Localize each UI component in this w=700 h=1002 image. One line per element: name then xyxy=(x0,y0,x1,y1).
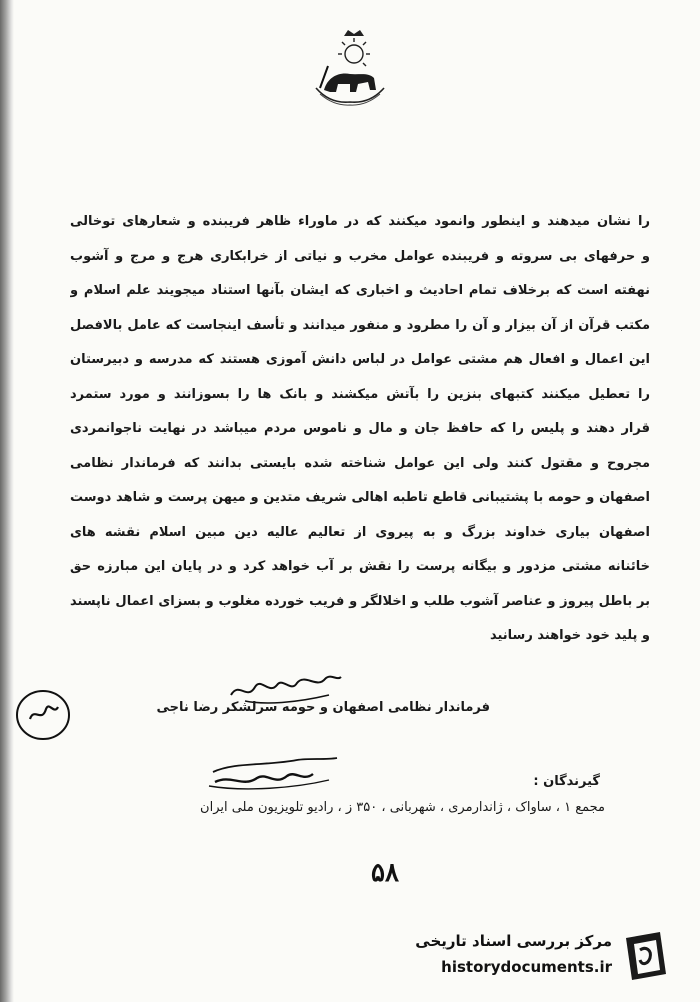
signer-title: فرماندار نظامی اصفهان و حومه سرلشکر رضا ناجی xyxy=(156,700,490,715)
recipients-label: گیرندگان : xyxy=(533,774,600,789)
letter-body xyxy=(70,205,650,654)
page-number: ۵۸ xyxy=(371,858,399,888)
body-line: اصفهان و حومه با پشتیبانی قاطع تاطبه اهالی شریف متدین و میهن پرست و شاهد دوست xyxy=(70,490,650,505)
body-line: نهفته است که برخلاف تمام احادیث و اخباری که ایشان بآنها استناد میجویند علم اسلام و xyxy=(70,283,650,298)
watermark-title: مرکز بررسی اسناد تاریخی xyxy=(415,932,612,950)
handwritten-note-scribble xyxy=(205,752,345,794)
recipients-list: مجمع ۱ ، ساواک ، ژاندارمری ، شهربانی ، ۳۵۰ ز ، رادیو تلویزیون ملی ایران xyxy=(200,800,605,815)
lion-and-sun-emblem-icon xyxy=(310,28,390,108)
body-line: خائنانه مشتی مزدور و بیگانه پرست را نقش بر آب خواهد کرد و در پایان این مبارزه حق xyxy=(70,559,650,574)
scan-edge-shadow xyxy=(0,0,14,1002)
body-line: اصفهان بیاری خداوند بزرگ و به پیروی از تعالیم عالیه دین مبین اسلام نقشه های xyxy=(70,524,650,540)
body-line: را تعطیل میکنند کتبهای بنزین را بآتش میکشند و بانک ها را بسوزانند و مورد ستمرد xyxy=(70,386,650,402)
watermark-url[interactable]: historydocuments.ir xyxy=(441,958,612,976)
body-line: را نشان میدهند و اینطور وانمود میکنند که در ماوراء ظاهر فریبنده و شعارهای توخالی xyxy=(70,214,650,229)
body-line: و حرفهای بی سروته و فریبنده عوامل مخرب و نیاتی از خرابکاری هرج و مرج و آشوب xyxy=(70,248,650,264)
watermark xyxy=(372,928,672,988)
body-line: مکتب قرآن از آن بیزار و آن را مطرود و منفور میدانند و تأسف اینجاست که عامل بالافصل xyxy=(70,317,650,333)
body-line: این اعمال و افعال هم مشتی عوامل در لباس دانش آموزی هستند که مدرسه و دبیرستان xyxy=(70,352,650,367)
body-line: قرار دهند و پلیس را که حافظ جان و مال و ناموس مردم میباشد در نهایت ناجوانمردی xyxy=(70,421,650,436)
handwritten-circled-mark xyxy=(12,685,74,745)
body-line: و پلید خود خواهند رسانید xyxy=(489,628,650,643)
body-line: بر باطل پیروز و عناصر آشوب طلب و اخلالگر و فریب خورده مغلوب و بسزای اعمال ناپسند xyxy=(70,593,650,609)
history-documents-logo-icon xyxy=(620,928,672,984)
body-line: مجروح و مقتول کنند ولی این عوامل شناخته شده بایستی بدانند که فرماندار نظامی xyxy=(70,455,650,471)
